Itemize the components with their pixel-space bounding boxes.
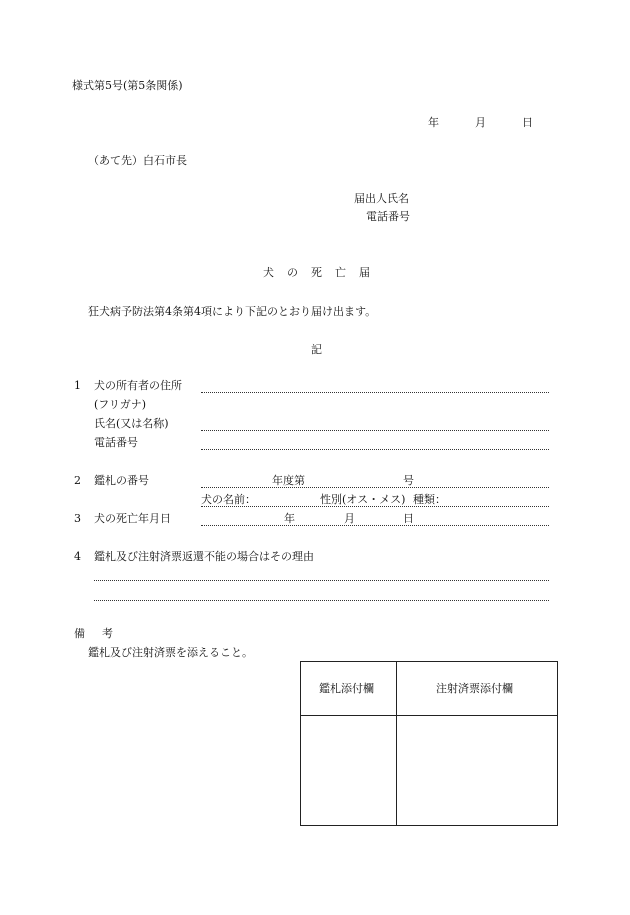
title-char: 亡 — [335, 266, 346, 279]
death-day: 日 — [403, 512, 414, 525]
dog-breed-label: 種類： — [413, 493, 446, 506]
title-char: 届 — [359, 266, 370, 279]
death-date-line[interactable] — [201, 525, 549, 526]
dog-info-line[interactable] — [201, 506, 549, 507]
reason-label: 鑑札及び注射済票返還不能の場合はその理由 — [94, 550, 314, 563]
dog-sex-label: 性別(オス・メス) — [320, 493, 406, 506]
title-char: 死 — [311, 266, 322, 279]
item1-number: 1 — [74, 379, 81, 392]
ki-label: 記 — [311, 343, 322, 356]
date-month: 月 — [475, 116, 486, 129]
owner-address-label: 犬の所有者の住所 — [94, 379, 182, 392]
tag-year-label: 年度第 — [272, 474, 305, 487]
owner-name-label: 氏名(又は名称) — [94, 417, 169, 430]
owner-phone-label: 電話番号 — [94, 436, 138, 449]
owner-address-line[interactable] — [201, 392, 549, 393]
attach-table-divider — [396, 661, 397, 825]
remarks-heading-2: 考 — [102, 627, 113, 640]
form-number: 様式第5号(第5条関係) — [72, 79, 183, 92]
applicant-phone-label: 電話番号 — [366, 210, 410, 223]
dog-name-label: 犬の名前： — [201, 493, 256, 506]
vaccination-attach-area[interactable] — [398, 717, 555, 823]
remarks-heading-1: 備 — [74, 627, 85, 640]
applicant-name-label: 届出人氏名 — [354, 192, 409, 205]
remarks-text: 鑑札及び注射済票を添えること。 — [88, 646, 253, 659]
date-year: 年 — [428, 116, 439, 129]
death-month: 月 — [344, 512, 355, 525]
date-day: 日 — [522, 116, 533, 129]
death-date-label: 犬の死亡年月日 — [94, 512, 171, 525]
reason-line-1[interactable] — [94, 580, 549, 581]
tag-attach-header: 鑑札添付欄 — [319, 682, 374, 695]
tag-number-label: 鑑札の番号 — [94, 474, 149, 487]
title-char: の — [287, 266, 298, 279]
owner-phone-line[interactable] — [201, 449, 549, 450]
item4-number: 4 — [74, 550, 81, 563]
tag-number-line[interactable] — [201, 487, 549, 488]
attach-table-header-line — [300, 715, 557, 716]
reason-line-2[interactable] — [94, 600, 549, 601]
owner-name-line[interactable] — [201, 430, 549, 431]
item3-number: 3 — [74, 512, 81, 525]
intro-text: 狂犬病予防法第4条第4項により下記のとおり届け出ます。 — [88, 305, 377, 318]
vaccination-attach-header: 注射済票添付欄 — [436, 682, 513, 695]
furigana-label: (フリガナ) — [94, 398, 147, 411]
addressee: （あて先）白石市長 — [88, 154, 187, 167]
item2-number: 2 — [74, 474, 81, 487]
tag-attach-area[interactable] — [302, 717, 395, 823]
death-year: 年 — [284, 512, 295, 525]
tag-no-label: 号 — [403, 474, 414, 487]
title-char: 犬 — [263, 266, 274, 279]
